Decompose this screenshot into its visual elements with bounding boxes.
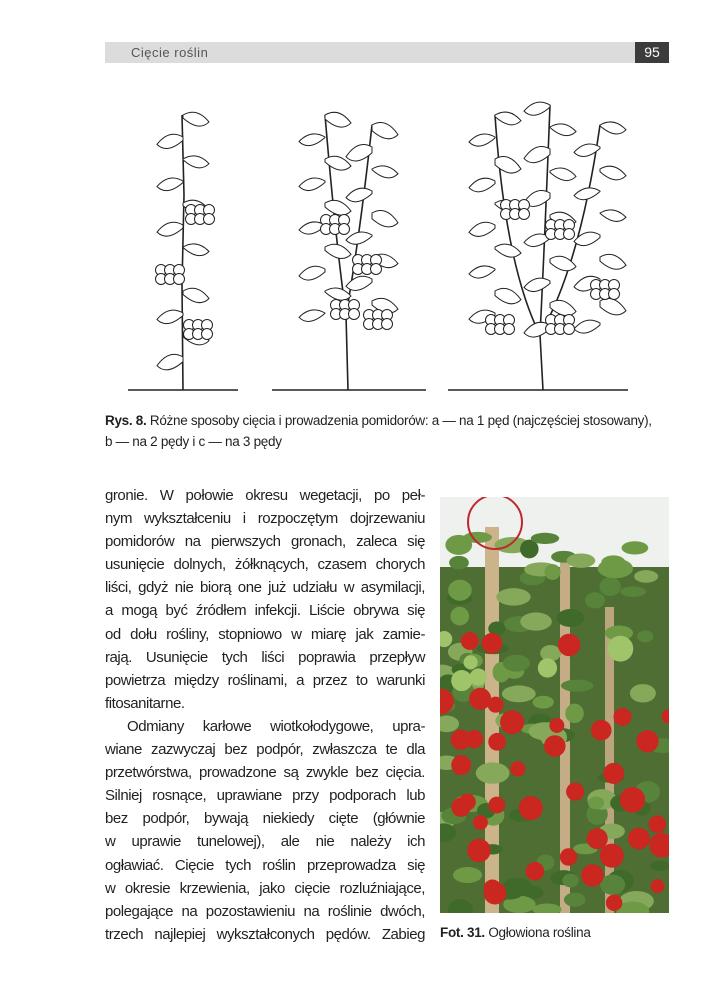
leaf bbox=[574, 320, 600, 333]
leaf bbox=[495, 112, 521, 125]
leaf bbox=[346, 276, 372, 290]
text-line: trzech najlepiej wykształconych pędów. Zabieg bbox=[105, 925, 425, 943]
tomato-fruit bbox=[371, 264, 382, 275]
leaf bbox=[325, 200, 351, 215]
tomato-fruit bbox=[339, 224, 350, 235]
figure-caption-line2: b — na 2 pędy i c — na 3 pędy bbox=[105, 434, 282, 449]
leaf bbox=[157, 222, 183, 236]
text-line: a mogą być źródłem infekcji. Liście obrywa się bbox=[105, 602, 425, 620]
tomato-fruit bbox=[204, 214, 215, 225]
text-line: wiane zazwyczaj bez podpór, zwłaszcza te dla bbox=[105, 741, 425, 759]
leaf bbox=[372, 123, 398, 139]
text-line: bez podpór, bywają niekiedy cięte (głównie bbox=[105, 810, 425, 828]
text-line: ogławiać. Cięcie tych roślin przeprowadza się bbox=[105, 856, 425, 874]
leaf bbox=[299, 178, 325, 191]
leaf bbox=[600, 254, 626, 269]
text-line: Odmiany karłowe wiotkołodygowe, upra- bbox=[127, 717, 425, 735]
leaf bbox=[157, 134, 183, 148]
leaf bbox=[469, 134, 495, 146]
leaf bbox=[372, 166, 398, 178]
running-header bbox=[105, 42, 635, 63]
leaf bbox=[183, 156, 209, 168]
leaf bbox=[600, 166, 626, 180]
tomato-fruit bbox=[564, 229, 575, 240]
figure-label: Rys. 8. bbox=[105, 413, 147, 428]
leaf bbox=[495, 244, 521, 257]
leaf bbox=[372, 211, 398, 227]
tomato-fruit bbox=[382, 319, 393, 330]
text-line: pomidorów na pierwszych gronach, zaleca się bbox=[105, 533, 425, 551]
leaf bbox=[524, 146, 550, 162]
tomato-fruit bbox=[349, 309, 360, 320]
tomato-fruit bbox=[564, 324, 575, 335]
leaf bbox=[469, 222, 495, 236]
figure-caption bbox=[105, 410, 675, 452]
leaf bbox=[157, 178, 183, 191]
leaf bbox=[325, 244, 351, 258]
leaf bbox=[550, 124, 576, 136]
text-line: w okresie krzewienia, jako cięcie rozluźniające, bbox=[105, 879, 425, 897]
leaf bbox=[325, 112, 351, 127]
leaf bbox=[524, 102, 550, 115]
leaf bbox=[600, 122, 626, 134]
text-line: od dołu rośliny, stopniowo w miarę jak zamie- bbox=[105, 625, 425, 643]
tomato-fruit bbox=[504, 324, 515, 335]
text-line: fitosanitarne. bbox=[105, 694, 185, 712]
leaf bbox=[157, 354, 183, 369]
figure-caption-line1: Różne sposoby cięcia i prowadzenia pomidorów: a — na 1 pęd (najczęściej stosowany), bbox=[149, 413, 652, 428]
leaf bbox=[495, 288, 521, 303]
text-line: Silniej rosnące, uprawiane przy podporach lub bbox=[105, 787, 425, 805]
leaf bbox=[183, 112, 209, 126]
leaf bbox=[469, 178, 495, 192]
leaf bbox=[495, 157, 521, 174]
photo-caption-text: Ogłowiona roślina bbox=[488, 925, 591, 940]
text-line: gronie. W połowie okresu wegetacji, po peł- bbox=[105, 487, 425, 504]
leaf bbox=[183, 244, 209, 256]
text-line: polegające na pozostawieniu na roślinie dwóch, bbox=[105, 902, 425, 920]
body-text bbox=[105, 484, 425, 946]
tomato-fruit bbox=[609, 289, 620, 300]
leaf bbox=[600, 210, 626, 222]
section-title: Cięcie roślin bbox=[131, 45, 209, 60]
text-line: nym wykształceniu i rozpoczętym dojrzewaniu bbox=[105, 510, 425, 528]
photo-label: Fot. 31. bbox=[440, 925, 485, 940]
text-line: usunięcie dolnych, żółknących, czasem chorych bbox=[105, 556, 425, 574]
leaf bbox=[325, 288, 351, 300]
tomato-fruit bbox=[519, 209, 530, 220]
text-line: rają. Usunięcie tych liści poprawia przepływ bbox=[105, 648, 425, 666]
leaf bbox=[524, 278, 550, 291]
leaf bbox=[550, 300, 576, 315]
text-line: w uprawie tunelowej), ale nie należy ich bbox=[105, 833, 425, 851]
leaf bbox=[346, 188, 372, 202]
leaf bbox=[600, 299, 626, 315]
leaf bbox=[550, 168, 576, 181]
pruning-illustration bbox=[110, 85, 650, 395]
tomato-fruit bbox=[174, 274, 185, 285]
tomato-plant-photo bbox=[440, 497, 669, 913]
photo-caption bbox=[440, 925, 591, 940]
leaf bbox=[299, 310, 325, 322]
text-line: liści, gdyż nie biorą one już udziału w asymilacji, bbox=[105, 579, 425, 597]
leaf bbox=[346, 232, 372, 244]
tomato-fruit bbox=[202, 329, 213, 340]
leaf bbox=[469, 266, 495, 278]
plant-a-stem bbox=[182, 115, 184, 390]
leaf bbox=[299, 266, 325, 280]
leaf bbox=[574, 188, 600, 200]
page-number: 95 bbox=[635, 42, 669, 63]
text-line: powietrza między roślinami, a przez to warunki bbox=[105, 671, 425, 689]
leaf bbox=[299, 134, 325, 146]
leaf bbox=[183, 288, 209, 302]
text-line: przetwórstwa, prowadzone są zwykle bez cięcia. bbox=[105, 764, 425, 782]
leaf bbox=[157, 310, 183, 323]
